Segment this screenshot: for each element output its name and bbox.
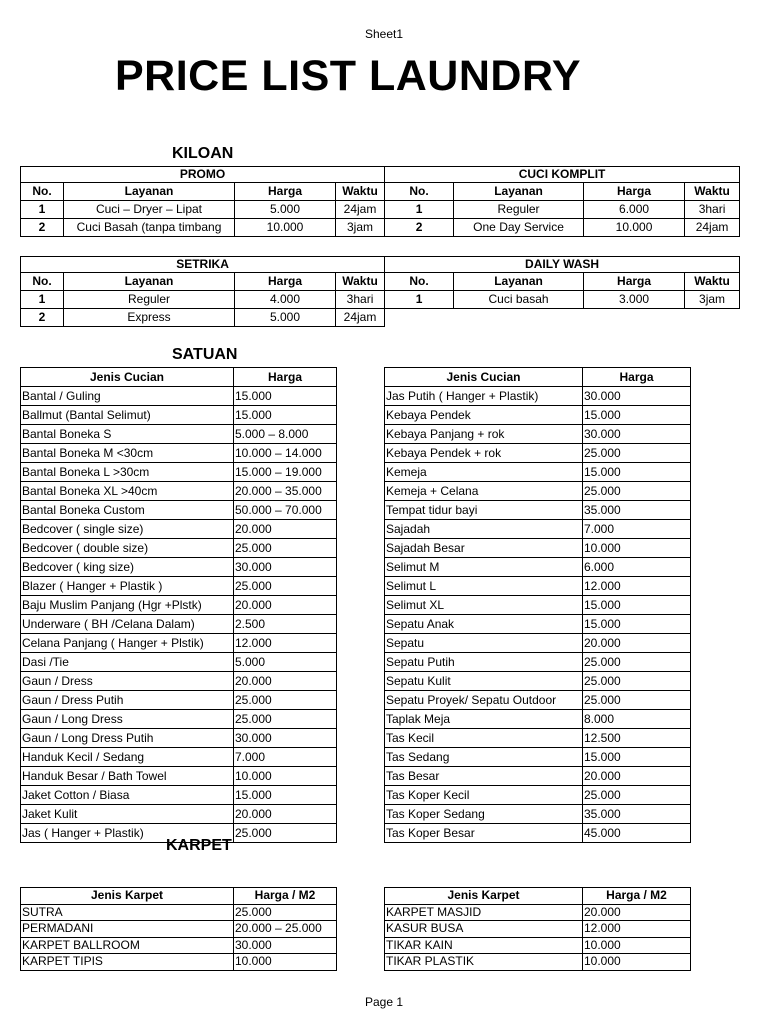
price: 2.500 [234, 615, 337, 634]
promo-title: PROMO [21, 167, 385, 183]
price: 5.000 [235, 201, 336, 219]
duration: 3jam [685, 291, 740, 309]
row-number: 2 [21, 219, 64, 237]
price: 15.000 [583, 463, 691, 482]
column-header: Harga [235, 273, 336, 291]
karpet-table-left [20, 887, 337, 971]
table-row [21, 387, 337, 406]
price: 20.000 [583, 767, 691, 786]
column-header: Jenis Cucian [385, 368, 583, 387]
section-title-kiloan: KILOAN [172, 145, 234, 162]
table-row [21, 577, 337, 596]
row-number: 1 [385, 291, 454, 309]
item-name: KARPET BALLROOM [21, 937, 234, 954]
item-name: Selimut M [385, 558, 583, 577]
price: 5.000 [235, 309, 336, 327]
duration: 24jam [336, 309, 385, 327]
table-row [385, 748, 691, 767]
item-name: Bantal Boneka M <30cm [21, 444, 234, 463]
item-name: TIKAR PLASTIK [385, 954, 583, 971]
service-name: Cuci Basah (tanpa timbang [64, 219, 235, 237]
table-row [385, 444, 691, 463]
table-row [385, 463, 691, 482]
table-row [21, 444, 337, 463]
table-row [21, 954, 337, 971]
table-row [385, 710, 691, 729]
table-row [385, 904, 691, 921]
column-header: Harga [584, 273, 685, 291]
table-row [385, 482, 691, 501]
table-row [385, 786, 691, 805]
section-title-satuan: SATUAN [172, 346, 238, 363]
setrika-title: SETRIKA [21, 257, 385, 273]
item-name: Jas Putih ( Hanger + Plastik) [385, 387, 583, 406]
table-row [21, 309, 740, 327]
item-name: Sepatu Kulit [385, 672, 583, 691]
item-name: Bantal Boneka L >30cm [21, 463, 234, 482]
item-name: Sepatu Anak [385, 615, 583, 634]
price: 25.000 [234, 539, 337, 558]
price: 8.000 [583, 710, 691, 729]
item-name: Blazer ( Hanger + Plastik ) [21, 577, 234, 596]
service-name: Reguler [454, 201, 584, 219]
price: 20.000 – 25.000 [234, 921, 337, 938]
price: 7.000 [234, 748, 337, 767]
table-row [385, 615, 691, 634]
price: 5.000 – 8.000 [234, 425, 337, 444]
table-row [21, 520, 337, 539]
service-name: Express [64, 309, 235, 327]
price: 30.000 [234, 729, 337, 748]
price: 6.000 [583, 558, 691, 577]
item-name: Tas Sedang [385, 748, 583, 767]
item-name: Bantal Boneka Custom [21, 501, 234, 520]
table-row [21, 201, 740, 219]
service-name: Cuci basah [454, 291, 584, 309]
price: 25.000 [234, 577, 337, 596]
cuci-komplit-title: CUCI KOMPLIT [385, 167, 740, 183]
item-name: Selimut XL [385, 596, 583, 615]
page-title: PRICE LIST LAUNDRY [115, 52, 582, 100]
table-row [21, 558, 337, 577]
item-name: Bantal Boneka XL >40cm [21, 482, 234, 501]
price: 6.000 [584, 201, 685, 219]
item-name: Tempat tidur bayi [385, 501, 583, 520]
duration: 3hari [336, 291, 385, 309]
item-name: Kebaya Pendek [385, 406, 583, 425]
item-name: Bantal / Guling [21, 387, 234, 406]
column-header: Waktu [336, 183, 385, 201]
duration: 3hari [685, 201, 740, 219]
column-header: Layanan [64, 273, 235, 291]
empty-cell [385, 309, 740, 327]
price: 10.000 [583, 539, 691, 558]
column-header: Layanan [64, 183, 235, 201]
item-name: Ballmut (Bantal Selimut) [21, 406, 234, 425]
price: 25.000 [583, 653, 691, 672]
table-row [21, 672, 337, 691]
item-name: Sepatu Putih [385, 653, 583, 672]
price: 30.000 [234, 558, 337, 577]
table-row [385, 539, 691, 558]
price: 25.000 [234, 824, 337, 843]
table-row [385, 387, 691, 406]
price: 15.000 [583, 748, 691, 767]
column-header: No. [21, 273, 64, 291]
price: 30.000 [234, 937, 337, 954]
duration: 24jam [336, 201, 385, 219]
column-header: Waktu [336, 273, 385, 291]
item-name: Celana Panjang ( Hanger + Plstik) [21, 634, 234, 653]
satuan-table-right [384, 367, 691, 843]
item-name: Tas Kecil [385, 729, 583, 748]
price: 25.000 [583, 482, 691, 501]
table-row [385, 501, 691, 520]
price: 15.000 [234, 406, 337, 425]
price: 20.000 – 35.000 [234, 482, 337, 501]
item-name: Tas Koper Kecil [385, 786, 583, 805]
price: 15.000 [583, 406, 691, 425]
table-row [385, 577, 691, 596]
table-row [385, 954, 691, 971]
table-row [21, 904, 337, 921]
price: 25.000 [234, 710, 337, 729]
table-row [21, 786, 337, 805]
price: 20.000 [234, 672, 337, 691]
price: 50.000 – 70.000 [234, 501, 337, 520]
price: 15.000 [234, 786, 337, 805]
item-name: Gaun / Dress [21, 672, 234, 691]
table-row [385, 596, 691, 615]
price: 12.000 [583, 921, 691, 938]
item-name: Kemeja + Celana [385, 482, 583, 501]
item-name: Taplak Meja [385, 710, 583, 729]
item-name: SUTRA [21, 904, 234, 921]
table-row [385, 767, 691, 786]
price: 10.000 [234, 954, 337, 971]
table-row [385, 634, 691, 653]
column-header: No. [385, 183, 454, 201]
table-row [21, 463, 337, 482]
daily-wash-title: DAILY WASH [385, 257, 740, 273]
price: 30.000 [583, 387, 691, 406]
price: 20.000 [234, 520, 337, 539]
item-name: Kebaya Panjang + rok [385, 425, 583, 444]
table-row [21, 596, 337, 615]
item-name: Sajadah [385, 520, 583, 539]
item-name: Jas ( Hanger + Plastik) [21, 824, 234, 843]
item-name: KASUR BUSA [385, 921, 583, 938]
row-number: 2 [21, 309, 64, 327]
price: 10.000 [235, 219, 336, 237]
column-header: Waktu [685, 273, 740, 291]
column-header: Layanan [454, 183, 584, 201]
item-name: Handuk Kecil / Sedang [21, 748, 234, 767]
table-row [385, 406, 691, 425]
price: 5.000 [234, 653, 337, 672]
table-row [21, 425, 337, 444]
satuan-table-left [20, 367, 337, 843]
item-name: TIKAR KAIN [385, 937, 583, 954]
price: 35.000 [583, 805, 691, 824]
price: 15.000 [583, 596, 691, 615]
price: 25.000 [234, 691, 337, 710]
table-row [21, 501, 337, 520]
item-name: Tas Besar [385, 767, 583, 786]
sheet-name: Sheet1 [364, 27, 404, 41]
table-row [385, 653, 691, 672]
price: 25.000 [234, 904, 337, 921]
table-row [385, 937, 691, 954]
price: 10.000 – 14.000 [234, 444, 337, 463]
price: 15.000 [583, 615, 691, 634]
column-header: Layanan [454, 273, 584, 291]
item-name: PERMADANI [21, 921, 234, 938]
item-name: Jaket Kulit [21, 805, 234, 824]
item-name: Baju Muslim Panjang (Hgr +Plstk) [21, 596, 234, 615]
table-row [385, 672, 691, 691]
column-header: Jenis Cucian [21, 368, 234, 387]
price: 25.000 [583, 691, 691, 710]
item-name: Bedcover ( king size) [21, 558, 234, 577]
row-number: 2 [385, 219, 454, 237]
price: 12.000 [234, 634, 337, 653]
item-name: Selimut L [385, 577, 583, 596]
price: 45.000 [583, 824, 691, 843]
item-name: Tas Koper Besar [385, 824, 583, 843]
karpet-table-right [384, 887, 691, 971]
row-number: 1 [385, 201, 454, 219]
item-name: Kebaya Pendek + rok [385, 444, 583, 463]
price: 15.000 – 19.000 [234, 463, 337, 482]
kiloan-table-bottom [20, 256, 740, 327]
table-row [21, 634, 337, 653]
item-name: Sepatu [385, 634, 583, 653]
price: 4.000 [235, 291, 336, 309]
table-row [385, 729, 691, 748]
item-name: Bantal Boneka S [21, 425, 234, 444]
item-name: Tas Koper Sedang [385, 805, 583, 824]
table-row [21, 406, 337, 425]
price: 25.000 [583, 786, 691, 805]
item-name: Underware ( BH /Celana Dalam) [21, 615, 234, 634]
duration: 3jam [336, 219, 385, 237]
column-header: Waktu [685, 183, 740, 201]
price: 35.000 [583, 501, 691, 520]
column-header: No. [385, 273, 454, 291]
price: 10.000 [584, 219, 685, 237]
table-row [21, 710, 337, 729]
service-name: Reguler [64, 291, 235, 309]
item-name: KARPET TIPIS [21, 954, 234, 971]
item-name: Gaun / Long Dress Putih [21, 729, 234, 748]
item-name: Sajadah Besar [385, 539, 583, 558]
price: 25.000 [583, 444, 691, 463]
item-name: Bedcover ( double size) [21, 539, 234, 558]
service-name: Cuci – Dryer – Lipat [64, 201, 235, 219]
table-row [21, 937, 337, 954]
item-name: KARPET MASJID [385, 904, 583, 921]
table-row [21, 291, 740, 309]
table-row [385, 425, 691, 444]
table-row [21, 615, 337, 634]
price: 30.000 [583, 425, 691, 444]
section-title-karpet: KARPET [166, 837, 232, 854]
table-row [385, 921, 691, 938]
price: 20.000 [583, 634, 691, 653]
table-row [21, 805, 337, 824]
column-header: Harga [583, 368, 691, 387]
table-row [385, 805, 691, 824]
column-header: Jenis Karpet [385, 888, 583, 905]
table-row [21, 539, 337, 558]
table-row [21, 748, 337, 767]
item-name: Sepatu Proyek/ Sepatu Outdoor [385, 691, 583, 710]
column-header: Harga [234, 368, 337, 387]
price: 20.000 [583, 904, 691, 921]
price: 15.000 [234, 387, 337, 406]
table-row [21, 921, 337, 938]
price: 3.000 [584, 291, 685, 309]
price: 25.000 [583, 672, 691, 691]
item-name: Bedcover ( single size) [21, 520, 234, 539]
item-name: Gaun / Long Dress [21, 710, 234, 729]
price: 7.000 [583, 520, 691, 539]
table-row [21, 219, 740, 237]
item-name: Kemeja [385, 463, 583, 482]
table-row [385, 558, 691, 577]
page-number: Page 1 [364, 995, 404, 1009]
row-number: 1 [21, 291, 64, 309]
row-number: 1 [21, 201, 64, 219]
kiloan-table-top [20, 166, 740, 237]
price: 10.000 [583, 954, 691, 971]
price: 12.500 [583, 729, 691, 748]
item-name: Dasi /Tie [21, 653, 234, 672]
table-row [21, 729, 337, 748]
price: 12.000 [583, 577, 691, 596]
column-header: Harga / M2 [583, 888, 691, 905]
price: 10.000 [583, 937, 691, 954]
price: 10.000 [234, 767, 337, 786]
item-name: Gaun / Dress Putih [21, 691, 234, 710]
service-name: One Day Service [454, 219, 584, 237]
item-name: Handuk Besar / Bath Towel [21, 767, 234, 786]
column-header: No. [21, 183, 64, 201]
table-row [21, 691, 337, 710]
table-row [21, 482, 337, 501]
price: 20.000 [234, 596, 337, 615]
column-header: Harga / M2 [234, 888, 337, 905]
column-header: Jenis Karpet [21, 888, 234, 905]
price: 20.000 [234, 805, 337, 824]
table-row [385, 824, 691, 843]
item-name: Jaket Cotton / Biasa [21, 786, 234, 805]
column-header: Harga [235, 183, 336, 201]
table-row [385, 691, 691, 710]
table-row [21, 767, 337, 786]
table-row [385, 520, 691, 539]
column-header: Harga [584, 183, 685, 201]
duration: 24jam [685, 219, 740, 237]
table-row [21, 653, 337, 672]
